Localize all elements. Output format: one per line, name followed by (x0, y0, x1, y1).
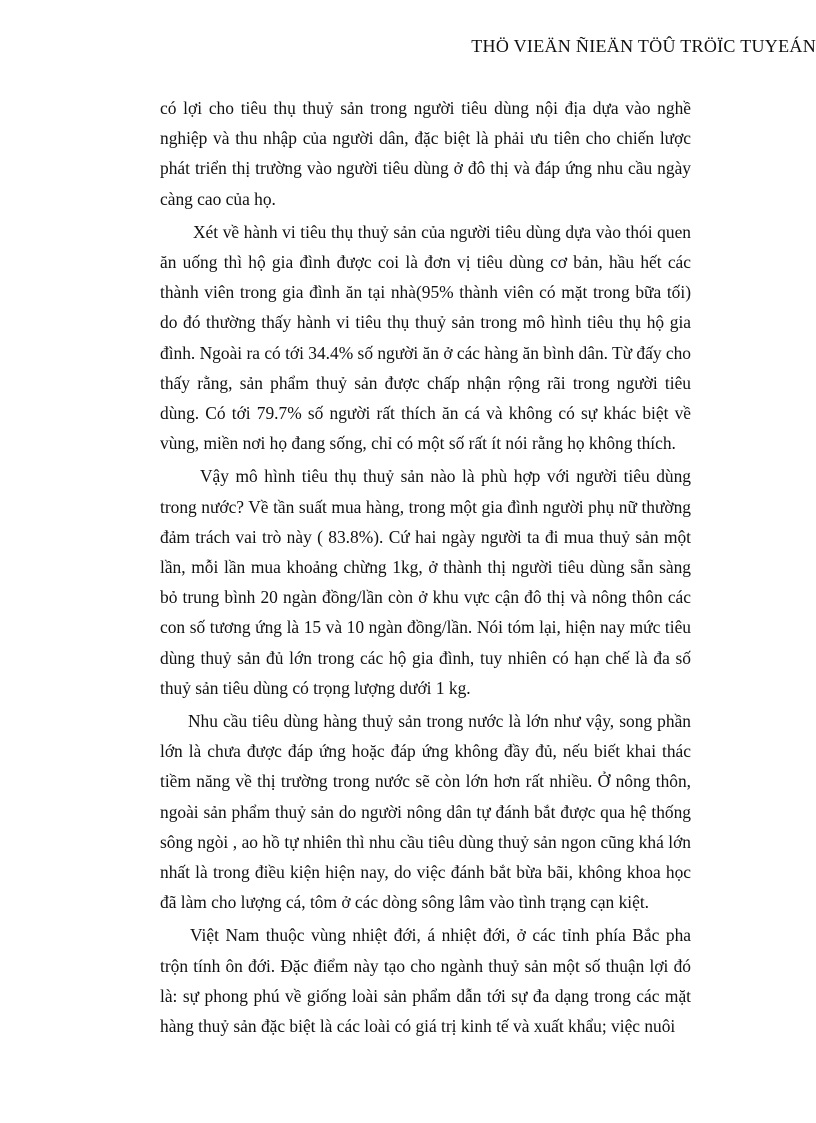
paragraph: Vậy mô hình tiêu thụ thuỷ sản nào là phù hợp với người tiêu dùng trong nước? Về tần suất mua hàng, trong một gia đình người phụ nữ thường đảm trách vai trò này ( 83.8%). Cứ hai ngày người ta đi mua thuỷ sản một lần, mỗi lần mua khoảng chừng 1kg, ở thành thị người tiêu dùng sẵn sàng bỏ trung bình 20 ngàn đồng/lần còn ở khu vực cận đô thị và nông thôn các con số tương ứng là 15 và 10 ngàn đồng/lần. Nói tóm lại, hiện nay mức tiêu dùng thuỷ sản đủ lớn trong các hộ gia đình, tuy nhiên có hạn chế là đa số thuỷ sản tiêu dùng có trọng lượng dưới 1 kg. (160, 466, 691, 698)
document-body (160, 93, 691, 1044)
paragraph: có lợi cho tiêu thụ thuỷ sản trong người tiêu dùng nội địa dựa vào nghề nghiệp và thu nhập của người dân, đặc biệt là phải ưu tiên cho chiến lược phát triển thị trường vào người tiêu dùng ở đô thị và đáp ứng nhu cầu ngày càng cao của họ. (160, 98, 691, 209)
paragraph: Việt Nam thuộc vùng nhiệt đới, á nhiệt đới, ở các tỉnh phía Bắc pha trộn tính ôn đới. Đặc điểm này tạo cho ngành thuỷ sản một số thuận lợi đó là: sự phong phú về giống loài sản phẩm dẫn tới sự đa dạng trong các mặt hàng thuỷ sản đặc biệt là các loài có giá trị kinh tế và xuất khẩu; việc nuôi (160, 925, 691, 1037)
paragraph: Nhu cầu tiêu dùng hàng thuỷ sản trong nước là lớn như vậy, song phần lớn là chưa được đáp ứng hoặc đáp ứng không đầy đủ, nếu biết khai thác tiềm năng về thị trường trong nước sẽ còn lớn hơn rất nhiều. Ở nông thôn, ngoài sản phẩm thuỷ sản do người nông dân tự đánh bắt được qua hệ thống sông ngòi , ao hồ tự nhiên thì nhu cầu tiêu dùng thuỷ sản ngon cũng khá lớn nhất là trong điều kiện hiện nay, do việc đánh bắt bừa bãi, không khoa học đã làm cho lượng cá, tôm ở các dòng sông lâm vào tình trạng cạn kiệt. (160, 711, 691, 913)
page-header: THÖ VIEÄN ÑIEÄN TÖÛ TRÖÏC TUYEÁN (471, 36, 816, 56)
paragraph: Xét về hành vi tiêu thụ thuỷ sản của người tiêu dùng dựa vào thói quen ăn uống thì hộ gia đình được coi là đơn vị tiêu dùng cơ bản, hầu hết các thành viên trong gia đình ăn tại nhà(95% thành viên có mặt trong bữa tối) do đó thường thấy hành vi tiêu thụ thuỷ sản trong mô hình tiêu thụ hộ gia đình. Ngoài ra có tới 34.4% số người ăn ở các hàng ăn bình dân. Từ đấy cho thấy rằng, sản phẩm thuỷ sản được chấp nhận rộng rãi trong người tiêu dùng. Có tới 79.7% số người rất thích ăn cá và không có sự khác biệt về vùng, miền nơi họ đang sống, chỉ có một số rất ít nói rằng họ không thích. (160, 221, 691, 454)
